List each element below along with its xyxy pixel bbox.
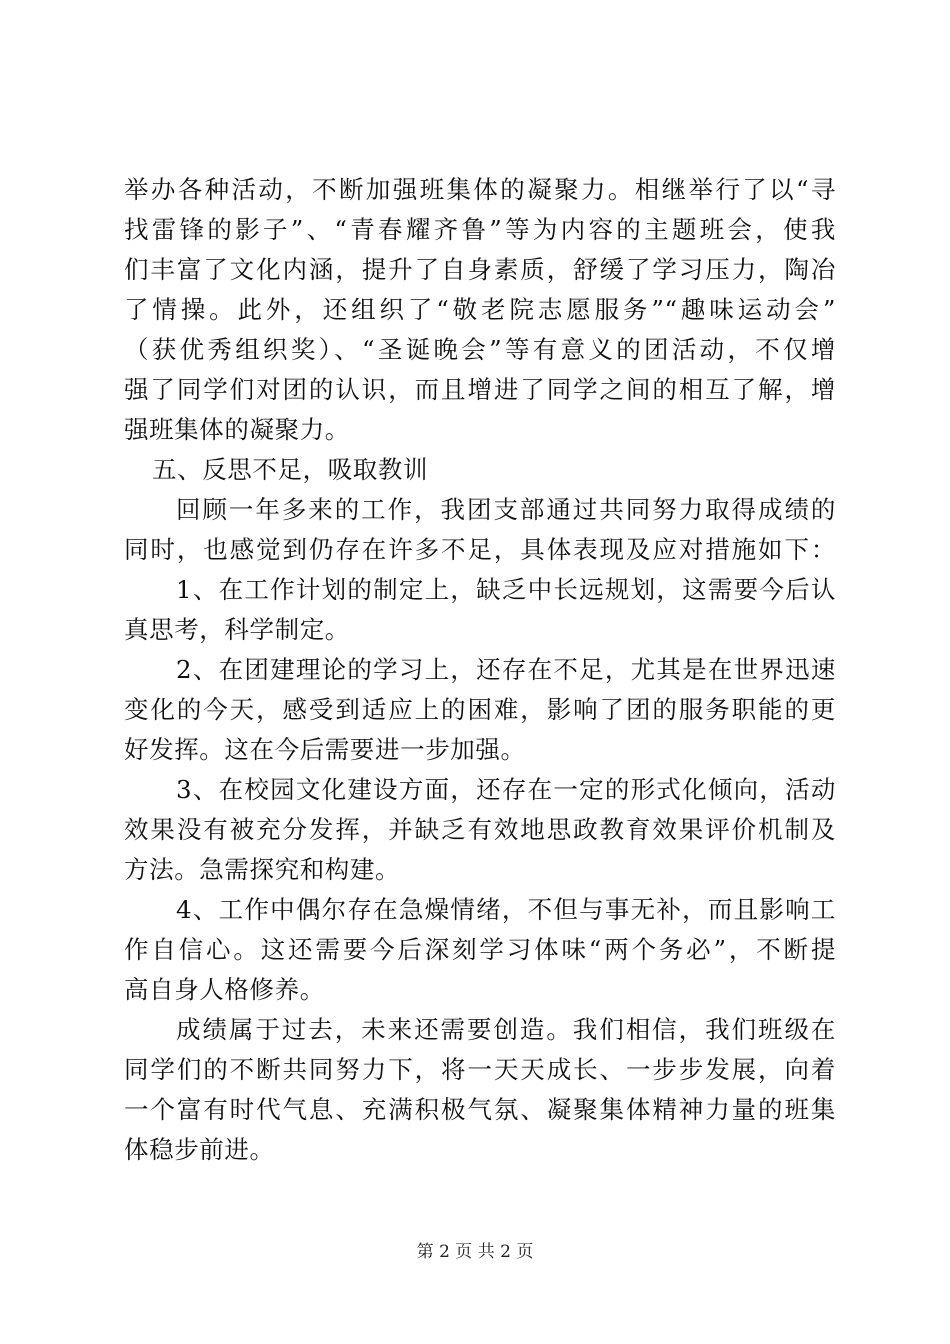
text-line: 作自信心。这还需要今后深刻学习体味“两个务必”，不断提	[124, 935, 836, 964]
text-line: 1、在工作计划的制定上，缺乏中长远规划，这需要今后认	[176, 575, 836, 604]
document-body	[124, 170, 836, 1170]
text-line: 强了同学们对团的认识，而且增进了同学之间的相互了解，增	[124, 375, 836, 404]
page-footer: 第 2 页 共 2 页	[416, 1242, 534, 1262]
text-line: 2、在团建理论的学习上，还存在不足，尤其是在世界迅速	[176, 655, 836, 684]
text-line: 们丰富了文化内涵，提升了自身素质，舒缓了学习压力，陶冶	[124, 255, 836, 284]
text-line: 方法。急需探究和构建。	[124, 855, 401, 884]
text-line: 效果没有被充分发挥，并缺乏有效地思政教育效果评价机制及	[124, 815, 836, 844]
section-heading: 五、反思不足，吸取教训	[152, 455, 429, 484]
text-line: 高自身人格修养。	[124, 975, 325, 1004]
text-line: 成绩属于过去，未来还需要创造。我们相信，我们班级在	[176, 1015, 836, 1044]
text-line: 好发挥。这在今后需要进一步加强。	[124, 735, 526, 764]
text-line: 回顾一年多来的工作，我团支部通过共同努力取得成绩的	[176, 495, 836, 524]
text-line: 体稳步前进。	[124, 1135, 275, 1164]
text-line: 真思考，科学制定。	[124, 615, 350, 644]
text-line: 找雷锋的影子”、“青春耀齐鲁”等为内容的主题班会，使我	[124, 215, 836, 244]
text-line: 4、工作中偶尔存在急燥情绪，不但与事无补，而且影响工	[176, 895, 836, 924]
text-line: 举办各种活动，不断加强班集体的凝聚力。相继举行了以“寻	[124, 175, 836, 204]
text-line: 一个富有时代气息、充满积极气氛、凝聚集体精神力量的班集	[124, 1095, 836, 1124]
text-line: 强班集体的凝聚力。	[124, 415, 350, 444]
text-line: 3、在校园文化建设方面，还存在一定的形式化倾向，活动	[176, 775, 836, 804]
text-line: 变化的今天，感受到适应上的困难，影响了团的服务职能的更	[124, 695, 836, 724]
text-line: 同学们的不断共同努力下，将一天天成长、一步步发展，向着	[124, 1055, 836, 1084]
text-line: 了情操。此外，还组织了“敬老院志愿服务”“趣味运动会”	[124, 295, 836, 324]
text-line: （获优秀组织奖）、“圣诞晚会”等有意义的团活动，不仅增	[124, 335, 836, 364]
text-line: 同时，也感觉到仍存在许多不足，具体表现及应对措施如下：	[124, 535, 836, 564]
